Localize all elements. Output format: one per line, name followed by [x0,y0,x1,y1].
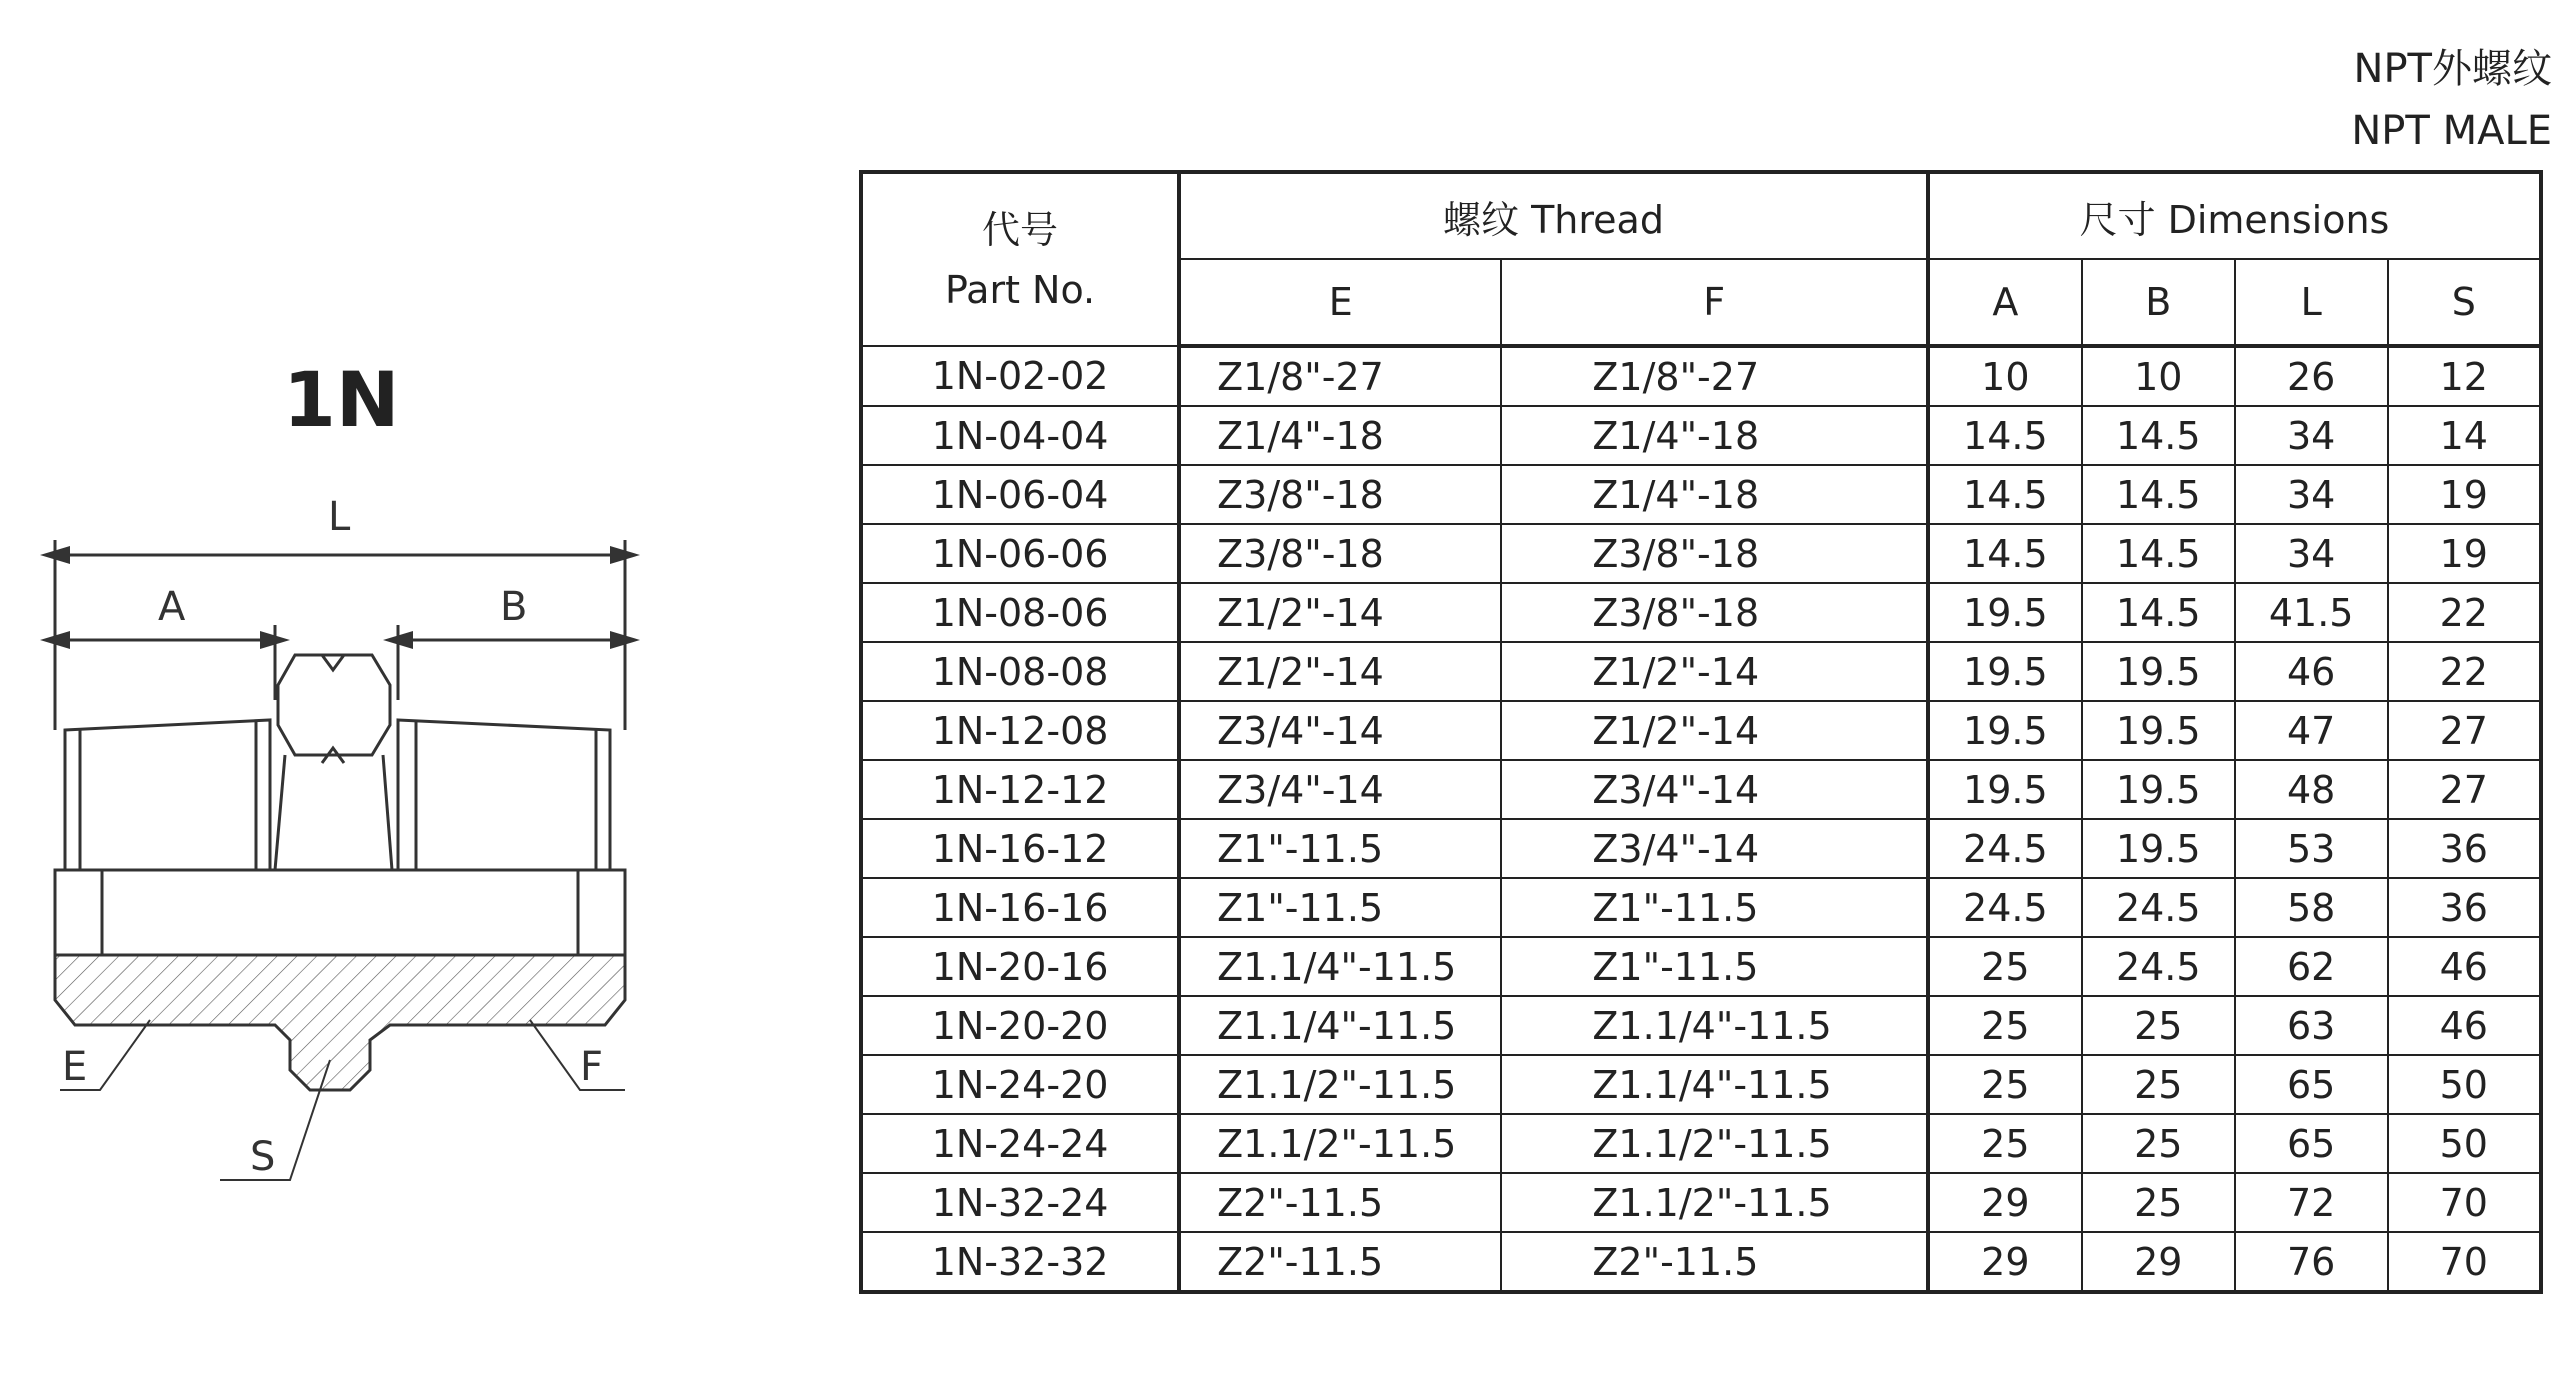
cell-part-no: 1N-20-20 [861,996,1179,1055]
cell-thread-e: Z3/4"-14 [1179,701,1501,760]
cell-thread-f: Z1/2"-14 [1501,642,1927,701]
label-l: L [328,494,351,540]
cell-dim-s: 14 [2388,406,2541,465]
part-no-cn: 代号 [982,207,1059,252]
cell-dim-a: 10 [1928,346,2082,406]
cell-dim-b: 25 [2082,1055,2235,1114]
cell-part-no: 1N-02-02 [861,346,1179,406]
cell-thread-e: Z1.1/4"-11.5 [1179,937,1501,996]
table-row [861,583,2541,642]
cell-part-no: 1N-20-16 [861,937,1179,996]
cell-thread-e: Z1/2"-14 [1179,642,1501,701]
table-row [861,701,2541,760]
cell-dim-l: 76 [2235,1232,2388,1292]
table-row [861,819,2541,878]
cell-thread-e: Z3/8"-18 [1179,524,1501,583]
cell-thread-f: Z1.1/2"-11.5 [1501,1114,1927,1173]
thread-header: 螺纹 Thread [1179,172,1928,259]
cell-thread-f: Z3/8"-18 [1501,583,1927,642]
cell-thread-f: Z3/8"-18 [1501,524,1927,583]
cell-dim-l: 34 [2235,524,2388,583]
cell-part-no: 1N-12-12 [861,760,1179,819]
cell-thread-e: Z1"-11.5 [1179,878,1501,937]
part-no-en: Part No. [944,267,1096,312]
col-f-header: F [1501,259,1927,346]
cell-thread-f: Z1"-11.5 [1501,878,1927,937]
fitting-drawing [40,480,660,1200]
cell-thread-f: Z3/4"-14 [1501,760,1927,819]
cell-dim-b: 14.5 [2082,583,2235,642]
cell-part-no: 1N-24-20 [861,1055,1179,1114]
cell-dim-l: 46 [2235,642,2388,701]
cell-thread-f: Z1.1/4"-11.5 [1501,1055,1927,1114]
cell-dim-s: 19 [2388,465,2541,524]
cell-dim-a: 24.5 [1928,878,2082,937]
cell-thread-f: Z1/8"-27 [1501,346,1927,406]
table-row [861,1173,2541,1232]
cell-dim-l: 34 [2235,406,2388,465]
table-row [861,996,2541,1055]
table-row [861,937,2541,996]
cell-dim-a: 14.5 [1928,406,2082,465]
table-row [861,1114,2541,1173]
cell-dim-s: 27 [2388,701,2541,760]
cell-thread-e: Z3/8"-18 [1179,465,1501,524]
table-row [861,642,2541,701]
cell-dim-s: 22 [2388,583,2541,642]
cell-dim-l: 63 [2235,996,2388,1055]
cell-thread-e: Z1/8"-27 [1179,346,1501,406]
header-en: NPT MALE [2351,108,2552,154]
cell-dim-b: 19.5 [2082,819,2235,878]
cell-dim-b: 14.5 [2082,524,2235,583]
cell-part-no: 1N-06-04 [861,465,1179,524]
col-a-header: A [1928,259,2082,346]
cell-dim-s: 36 [2388,819,2541,878]
col-s-header: S [2388,259,2541,346]
cell-dim-b: 14.5 [2082,406,2235,465]
cell-dim-s: 46 [2388,937,2541,996]
model-title: 1N [283,355,400,444]
cell-dim-l: 65 [2235,1055,2388,1114]
table-row [861,346,2541,406]
cell-part-no: 1N-12-08 [861,701,1179,760]
table-row [861,878,2541,937]
cell-thread-e: Z2"-11.5 [1179,1173,1501,1232]
cell-dim-s: 50 [2388,1055,2541,1114]
label-f: F [580,1044,604,1090]
cell-dim-b: 14.5 [2082,465,2235,524]
cell-thread-f: Z1/4"-18 [1501,406,1927,465]
cell-part-no: 1N-32-24 [861,1173,1179,1232]
cell-dim-a: 24.5 [1928,819,2082,878]
cell-dim-l: 47 [2235,701,2388,760]
cell-dim-a: 29 [1928,1232,2082,1292]
hatched-section [55,955,625,1090]
cell-dim-s: 46 [2388,996,2541,1055]
cell-dim-s: 70 [2388,1173,2541,1232]
cell-dim-l: 58 [2235,878,2388,937]
right-thread [398,720,610,870]
cell-dim-b: 25 [2082,1114,2235,1173]
cell-dim-a: 14.5 [1928,465,2082,524]
left-thread [65,720,270,870]
cell-dim-l: 53 [2235,819,2388,878]
table-row [861,465,2541,524]
cell-dim-s: 12 [2388,346,2541,406]
cell-dim-l: 65 [2235,1114,2388,1173]
label-s: S [250,1134,276,1180]
table-row [861,1232,2541,1292]
cell-dim-l: 62 [2235,937,2388,996]
spec-table [859,170,2543,1294]
cell-thread-f: Z2"-11.5 [1501,1232,1927,1292]
cell-dim-b: 19.5 [2082,642,2235,701]
cell-dim-a: 29 [1928,1173,2082,1232]
cell-thread-e: Z1/2"-14 [1179,583,1501,642]
cell-dim-s: 19 [2388,524,2541,583]
cell-thread-e: Z1.1/2"-11.5 [1179,1114,1501,1173]
cell-dim-b: 24.5 [2082,878,2235,937]
cell-part-no: 1N-08-08 [861,642,1179,701]
cell-part-no: 1N-16-16 [861,878,1179,937]
cell-dim-s: 70 [2388,1232,2541,1292]
cell-dim-l: 34 [2235,465,2388,524]
col-e-header: E [1179,259,1501,346]
cell-dim-b: 25 [2082,996,2235,1055]
cell-part-no: 1N-16-12 [861,819,1179,878]
cell-thread-f: Z1"-11.5 [1501,937,1927,996]
cell-dim-l: 26 [2235,346,2388,406]
cell-part-no: 1N-32-32 [861,1232,1179,1292]
cell-dim-a: 25 [1928,1114,2082,1173]
part-no-header [861,172,1179,346]
dimensions-header: 尺寸 Dimensions [1928,172,2541,259]
cell-dim-s: 22 [2388,642,2541,701]
cell-dim-l: 48 [2235,760,2388,819]
cell-dim-b: 19.5 [2082,760,2235,819]
cell-thread-e: Z3/4"-14 [1179,760,1501,819]
cell-thread-f: Z1.1/4"-11.5 [1501,996,1927,1055]
cell-part-no: 1N-04-04 [861,406,1179,465]
label-a: A [158,584,186,630]
cell-dim-s: 27 [2388,760,2541,819]
cell-dim-b: 24.5 [2082,937,2235,996]
cell-thread-f: Z1/4"-18 [1501,465,1927,524]
cell-dim-a: 14.5 [1928,524,2082,583]
cell-thread-f: Z3/4"-14 [1501,819,1927,878]
cell-part-no: 1N-24-24 [861,1114,1179,1173]
cell-dim-a: 19.5 [1928,760,2082,819]
cell-thread-f: Z1.1/2"-11.5 [1501,1173,1927,1232]
cell-dim-b: 29 [2082,1232,2235,1292]
table-row [861,406,2541,465]
table-row [861,760,2541,819]
header-block [2351,38,2552,162]
cell-dim-b: 19.5 [2082,701,2235,760]
cell-thread-e: Z1.1/2"-11.5 [1179,1055,1501,1114]
cell-dim-l: 72 [2235,1173,2388,1232]
cell-dim-a: 19.5 [1928,701,2082,760]
cell-dim-s: 50 [2388,1114,2541,1173]
cell-thread-e: Z1.1/4"-11.5 [1179,996,1501,1055]
cell-dim-a: 19.5 [1928,642,2082,701]
table-row [861,1055,2541,1114]
cell-part-no: 1N-06-06 [861,524,1179,583]
cell-thread-f: Z1/2"-14 [1501,701,1927,760]
cell-dim-a: 25 [1928,1055,2082,1114]
cell-dim-l: 41.5 [2235,583,2388,642]
bore-body [55,870,625,955]
cell-dim-a: 25 [1928,996,2082,1055]
col-l-header: L [2235,259,2388,346]
col-b-header: B [2082,259,2235,346]
cell-dim-b: 10 [2082,346,2235,406]
header-cn: NPT外螺纹 [2353,46,2552,92]
cell-part-no: 1N-08-06 [861,583,1179,642]
label-b: B [500,584,528,630]
cell-dim-a: 25 [1928,937,2082,996]
cell-thread-e: Z1/4"-18 [1179,406,1501,465]
cell-dim-a: 19.5 [1928,583,2082,642]
cell-dim-s: 36 [2388,878,2541,937]
label-e: E [62,1044,88,1090]
cell-thread-e: Z2"-11.5 [1179,1232,1501,1292]
cell-dim-b: 25 [2082,1173,2235,1232]
table-row [861,524,2541,583]
spec-table-body [861,346,2541,1292]
cell-thread-e: Z1"-11.5 [1179,819,1501,878]
